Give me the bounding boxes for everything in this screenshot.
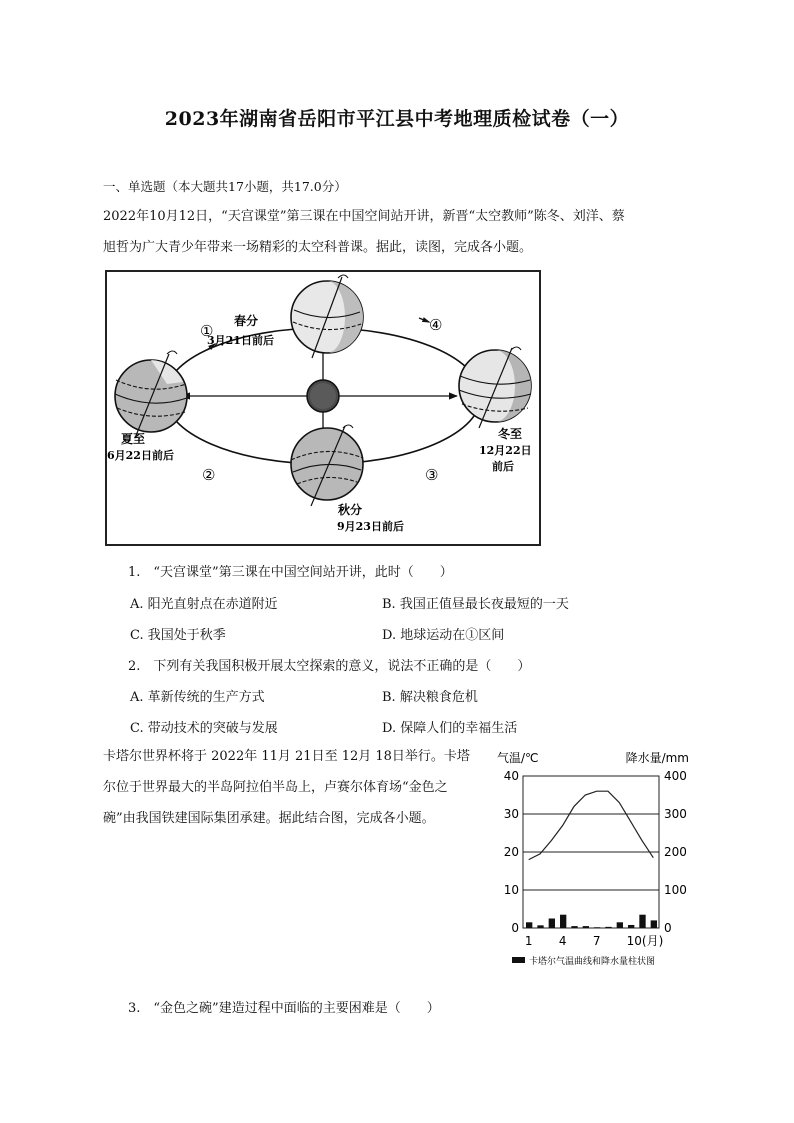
x-tick-label: 10(月) (626, 934, 664, 948)
summer-date: 6月22日前后 (107, 449, 174, 462)
intro-paragraph-2 (103, 741, 470, 834)
precipitation-bar (594, 927, 600, 928)
question-2-option-d: D. 保障人们的幸福生活 (382, 721, 518, 736)
marker-2: ② (202, 466, 216, 484)
right-tick-label: 300 (664, 807, 687, 821)
x-tick-label: 7 (592, 934, 601, 948)
left-tick-label: 30 (503, 807, 519, 821)
left-tick-label: 0 (511, 921, 519, 935)
right-tick-label: 200 (664, 845, 687, 859)
summer-name: 夏至 (121, 432, 146, 446)
temperature-line (529, 791, 654, 859)
climate-chart (494, 748, 694, 973)
right-tick-label: 400 (664, 769, 687, 783)
winter-date-2: 前后 (492, 460, 514, 473)
precipitation-bar (651, 920, 657, 928)
question-2-option-c: C. 带动技术的突破与发展 (130, 721, 278, 736)
marker-3: ③ (425, 466, 439, 484)
question-3-stem: 3. “金色之碗”建造过程中面临的主要困难是（ ） (128, 1001, 440, 1016)
spring-name: 春分 (234, 314, 259, 328)
left-tick-label: 40 (503, 769, 519, 783)
x-tick-label: 1 (524, 934, 533, 948)
spring-date: 3月21日前后 (207, 334, 274, 347)
legend-swatch (512, 957, 525, 963)
right-axis-label: 降水量/mm (625, 751, 689, 765)
chart-caption: 卡塔尔气温曲线和降水量柱状图 (529, 957, 656, 967)
question-2-option-a: A. 革新传统的生产方式 (130, 690, 265, 705)
question-1-option-c: C. 我国处于秋季 (130, 628, 226, 643)
precipitation-bar (605, 927, 611, 928)
left-tick-label: 10 (503, 883, 519, 897)
earth-spring-icon (291, 275, 363, 358)
question-1-stem: 1. “天宫课堂”第三课在中国空间站开讲，此时（ ） (128, 565, 453, 580)
earth-autumn-icon (291, 425, 363, 506)
climate-chart-svg (494, 748, 694, 973)
precipitation-bar (583, 926, 589, 928)
intro-line: 碗”由我国铁建国际集团承建。据此结合图，完成各小题。 (103, 811, 435, 826)
intro-line: 2022年10月12日，“天宫课堂”第三课在中国空间站开讲，新晋“太空教师”陈冬、刘洋、蔡 (103, 209, 625, 224)
precipitation-bar (617, 922, 623, 928)
autumn-date: 9月23日前后 (337, 520, 404, 533)
precipitation-bar (526, 922, 532, 928)
x-tick-label: 4 (558, 934, 567, 948)
intro-paragraph-1 (103, 201, 625, 263)
marker-1: ① (200, 322, 214, 340)
question-2-stem: 2. 下列有关我国积极开展太空探索的意义，说法不正确的是（ ） (128, 659, 531, 674)
sun-icon (307, 380, 339, 412)
section-heading: 一、单选题（本大题共17小题，共17.0分） (103, 179, 347, 194)
question-1-option-a: A. 阳光直射点在赤道附近 (130, 597, 278, 612)
intro-line: 旭哲为广大青少年带来一场精彩的太空科普课。据此，读图，完成各小题。 (103, 240, 533, 255)
intro-line: 尔位于世界最大的半岛阿拉伯半岛上，卢赛尔体育场“金色之 (103, 780, 448, 795)
precipitation-bar (628, 925, 634, 928)
precipitation-bar (549, 919, 555, 929)
orbit-diagram (107, 272, 539, 544)
intro-line: 卡塔尔世界杯将于 2022年 11月 21日至 12月 18日举行。卡塔 (103, 749, 470, 764)
precipitation-bar (639, 915, 645, 928)
marker-4: ④ (429, 316, 443, 334)
autumn-name: 秋分 (338, 503, 363, 517)
page-title: 2023年湖南省岳阳市平江县中考地理质检试卷（一） (164, 108, 630, 130)
earth-orbit-figure (105, 270, 541, 546)
right-tick-label: 0 (664, 921, 672, 935)
left-tick-label: 20 (503, 845, 519, 859)
question-1-option-b: B. 我国正值昼最长夜最短的一天 (382, 597, 569, 612)
precipitation-bar (571, 926, 577, 928)
earth-winter-icon (459, 347, 531, 428)
precipitation-bar (537, 925, 543, 928)
winter-date-1: 12月22日 (479, 444, 532, 457)
question-2-option-b: B. 解决粮食危机 (382, 690, 478, 705)
precipitation-bar (560, 915, 566, 928)
question-1-option-d: D. 地球运动在①区间 (382, 628, 505, 643)
earth-summer-icon (115, 351, 187, 438)
right-tick-label: 100 (664, 883, 687, 897)
winter-name: 冬至 (498, 427, 523, 441)
left-axis-label: 气温/℃ (497, 751, 539, 765)
